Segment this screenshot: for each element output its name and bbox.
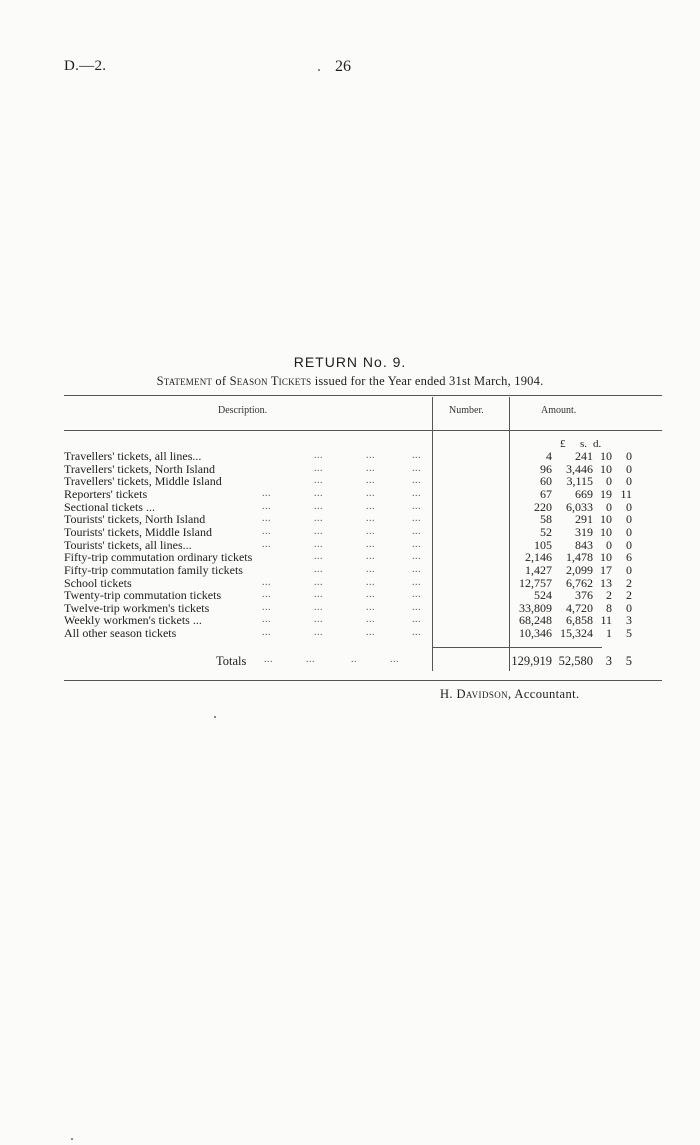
signature-title: , Accountant. xyxy=(508,687,580,701)
header-amount: Amount. xyxy=(541,405,577,416)
row-pence: 0 xyxy=(626,461,632,476)
row-number: 2,146 xyxy=(525,550,552,565)
leader-dots: ... xyxy=(262,513,271,525)
signature xyxy=(440,687,580,702)
leader-dots: ... xyxy=(314,487,323,499)
signature-name: H. Davidson xyxy=(440,687,509,701)
totals-pence: 5 xyxy=(625,654,632,668)
leader-dots: ... xyxy=(412,614,421,626)
totals-top-rule xyxy=(432,647,602,648)
row-number: 1,427 xyxy=(525,562,552,577)
leader-dots: ... xyxy=(314,614,323,626)
row-pence: 6 xyxy=(626,550,632,565)
row-description: Travellers' tickets, all lines... xyxy=(64,449,202,463)
row-pounds: 843 xyxy=(575,537,593,552)
row-pence: 3 xyxy=(626,613,632,628)
leader-dots: ... xyxy=(366,525,375,537)
row-description: Weekly workmen's tickets ... xyxy=(64,613,202,628)
leader-dots: ... xyxy=(366,475,375,487)
row-description: Twenty-trip commutation tickets xyxy=(64,588,222,603)
table-row xyxy=(64,488,664,500)
row-shillings: 11 xyxy=(600,613,612,628)
table-row xyxy=(64,539,664,551)
row-pence: 0 xyxy=(626,499,632,514)
row-number: 12,757 xyxy=(519,575,552,590)
row-shillings: 17 xyxy=(600,562,612,577)
leader-dots: ... xyxy=(412,462,421,474)
leader-dots: ... xyxy=(366,614,375,626)
row-number: 4 xyxy=(546,449,552,463)
print-speck xyxy=(318,69,320,71)
row-description: Tourists' tickets, Middle Island xyxy=(64,524,212,539)
leader-dots: ... xyxy=(366,538,375,550)
row-shillings: 10 xyxy=(600,524,612,539)
totals-pounds: 52,580 xyxy=(558,654,593,668)
table-row xyxy=(64,501,664,513)
totals-number: 129,919 xyxy=(511,654,552,668)
table-bottom-rule xyxy=(64,680,662,681)
leader-dots: ... xyxy=(412,475,421,487)
leader-dots: ... xyxy=(412,450,421,461)
row-pounds: 291 xyxy=(575,512,593,527)
table-row xyxy=(64,602,664,614)
row-shillings: 10 xyxy=(600,550,612,565)
row-pence: 2 xyxy=(626,575,632,590)
row-number: 10,346 xyxy=(519,626,552,641)
row-pence: 0 xyxy=(626,537,632,552)
row-number: 524 xyxy=(534,588,552,603)
row-pence: 2 xyxy=(626,588,632,603)
leader-dots: ... xyxy=(314,513,323,525)
row-pounds: 4,720 xyxy=(566,600,593,615)
leader-dots: ... xyxy=(366,551,375,563)
leader-dots: ... xyxy=(412,551,421,563)
row-pounds: 6,762 xyxy=(566,575,593,590)
print-speck xyxy=(214,716,216,718)
header-description: Description. xyxy=(218,405,268,416)
leader-dots: ... xyxy=(412,601,421,613)
row-number: 68,248 xyxy=(519,613,552,628)
row-description: School tickets xyxy=(64,575,132,590)
leader-dots: ... xyxy=(314,500,323,512)
leader-dots: ... xyxy=(314,627,323,639)
table-row xyxy=(64,551,664,563)
row-description: Tourists' tickets, North Island xyxy=(64,512,206,527)
row-shillings: 0 xyxy=(606,474,612,489)
row-description: Fifty-trip commutation family tickets xyxy=(64,562,243,577)
leader-dots: ... xyxy=(412,627,421,639)
row-number: 60 xyxy=(540,474,552,489)
leader-dots: ... xyxy=(314,450,323,461)
leader-dots: ... xyxy=(262,487,271,499)
row-pence: 0 xyxy=(626,524,632,539)
row-number: 52 xyxy=(540,524,552,539)
subtitle-statement: Statement xyxy=(156,374,213,388)
leader-dots: ... xyxy=(262,576,271,588)
leader-dots: ... xyxy=(314,525,323,537)
leader-dots: ... xyxy=(412,513,421,525)
leader-dots: ... xyxy=(366,589,375,601)
leader-dots: ... xyxy=(262,538,271,550)
leader-dots: ... xyxy=(314,563,323,575)
leader-dots: ... xyxy=(314,475,323,487)
leader-dots: ... xyxy=(366,487,375,499)
row-pence: 5 xyxy=(626,626,632,641)
row-number: 105 xyxy=(534,537,552,552)
totals-shillings: 3 xyxy=(605,654,612,668)
leader-dots: ... xyxy=(262,500,271,512)
table-row xyxy=(64,627,664,639)
leader-dots: ... xyxy=(262,589,271,601)
row-shillings: 1 xyxy=(606,626,612,641)
row-number: 220 xyxy=(534,499,552,514)
row-shillings: 8 xyxy=(606,600,612,615)
leader-dots: ... xyxy=(366,601,375,613)
row-pence: 0 xyxy=(626,562,632,577)
row-pence: 11 xyxy=(620,486,632,501)
table-row xyxy=(64,614,664,626)
leader-dots: ... xyxy=(314,462,323,474)
table-row xyxy=(64,463,664,475)
leader-dots: ... xyxy=(366,513,375,525)
table-row xyxy=(64,475,664,487)
row-pounds: 669 xyxy=(575,486,593,501)
table-subtitle xyxy=(0,374,700,389)
row-description: Sectional tickets ... xyxy=(64,499,155,514)
row-pounds: 2,099 xyxy=(566,562,593,577)
page-reference: D.—2. xyxy=(64,58,107,74)
row-pounds: 376 xyxy=(575,588,593,603)
row-shillings: 0 xyxy=(606,499,612,514)
leader-dots: ... xyxy=(412,487,421,499)
subtitle-rest: issued for the Year ended 31st March, 1904. xyxy=(311,374,544,388)
row-shillings: 0 xyxy=(606,537,612,552)
table-row xyxy=(64,589,664,601)
row-description: Tourists' tickets, all lines... xyxy=(64,537,192,552)
leader-dots: ... xyxy=(314,589,323,601)
row-shillings: 19 xyxy=(600,486,612,501)
totals-row xyxy=(64,654,664,668)
page-number: 26 xyxy=(335,58,351,75)
unit-shillings: s. xyxy=(580,438,588,450)
leader-dots: ... xyxy=(314,576,323,588)
row-pounds: 3,115 xyxy=(566,474,593,489)
unit-pence: d. xyxy=(593,438,602,450)
leader-dots: ... xyxy=(262,614,271,626)
print-speck xyxy=(71,1138,73,1140)
leader-dots: ... xyxy=(262,601,271,613)
leader-dots: ... xyxy=(412,500,421,512)
row-shillings: 2 xyxy=(606,588,612,603)
row-shillings: 10 xyxy=(600,512,612,527)
row-pence: 0 xyxy=(626,474,632,489)
leader-dots: ... xyxy=(366,500,375,512)
row-shillings: 10 xyxy=(600,449,612,463)
leader-dots: ... xyxy=(412,538,421,550)
table-row xyxy=(64,450,664,462)
totals-label: Totals xyxy=(216,654,247,668)
table-row xyxy=(64,564,664,576)
return-title: RETURN No. 9. xyxy=(293,354,407,370)
leader-dots: ... xyxy=(366,576,375,588)
leader-dots: ... xyxy=(366,563,375,575)
row-number: 67 xyxy=(540,486,552,501)
totals-dots: ... ... .. ... xyxy=(264,654,399,665)
leader-dots: ... xyxy=(314,551,323,563)
table-row xyxy=(64,513,664,525)
leader-dots: ... xyxy=(262,525,271,537)
row-pounds: 241 xyxy=(575,449,593,463)
table-row xyxy=(64,577,664,589)
row-description: Twelve-trip workmen's tickets xyxy=(64,600,210,615)
row-shillings: 13 xyxy=(600,575,612,590)
leader-dots: ... xyxy=(262,627,271,639)
subtitle-season-tickets: Season Tickets xyxy=(229,374,312,388)
row-pence: 0 xyxy=(626,600,632,615)
table-top-rule xyxy=(64,395,662,396)
leader-dots: ... xyxy=(412,525,421,537)
leader-dots: ... xyxy=(314,538,323,550)
row-pounds: 6,033 xyxy=(566,499,593,514)
leader-dots: ... xyxy=(412,589,421,601)
header-bottom-rule xyxy=(64,430,662,431)
row-pounds: 3,446 xyxy=(566,461,593,476)
row-pence: 0 xyxy=(626,512,632,527)
row-description: Travellers' tickets, Middle Island xyxy=(64,474,222,489)
leader-dots: ... xyxy=(314,601,323,613)
row-description: Fifty-trip commutation ordinary tickets xyxy=(64,550,253,565)
subtitle-of: of xyxy=(212,374,230,388)
row-pounds: 6,858 xyxy=(566,613,593,628)
table-row xyxy=(64,526,664,538)
row-description: Travellers' tickets, North Island xyxy=(64,461,216,476)
row-pounds: 1,478 xyxy=(566,550,593,565)
row-pounds: 319 xyxy=(575,524,593,539)
row-description: Reporters' tickets xyxy=(64,486,148,501)
row-number: 58 xyxy=(540,512,552,527)
leader-dots: ... xyxy=(412,576,421,588)
leader-dots: ... xyxy=(366,627,375,639)
leader-dots: ... xyxy=(412,563,421,575)
header-number: Number. xyxy=(449,405,484,416)
row-shillings: 10 xyxy=(600,461,612,476)
row-pence: 0 xyxy=(626,449,632,463)
row-pounds: 15,324 xyxy=(560,626,593,641)
leader-dots: ... xyxy=(366,462,375,474)
row-description: All other season tickets xyxy=(64,626,177,641)
leader-dots: ... xyxy=(366,450,375,461)
unit-pounds: £ xyxy=(560,438,566,450)
row-number: 96 xyxy=(540,461,552,476)
row-number: 33,809 xyxy=(519,600,552,615)
